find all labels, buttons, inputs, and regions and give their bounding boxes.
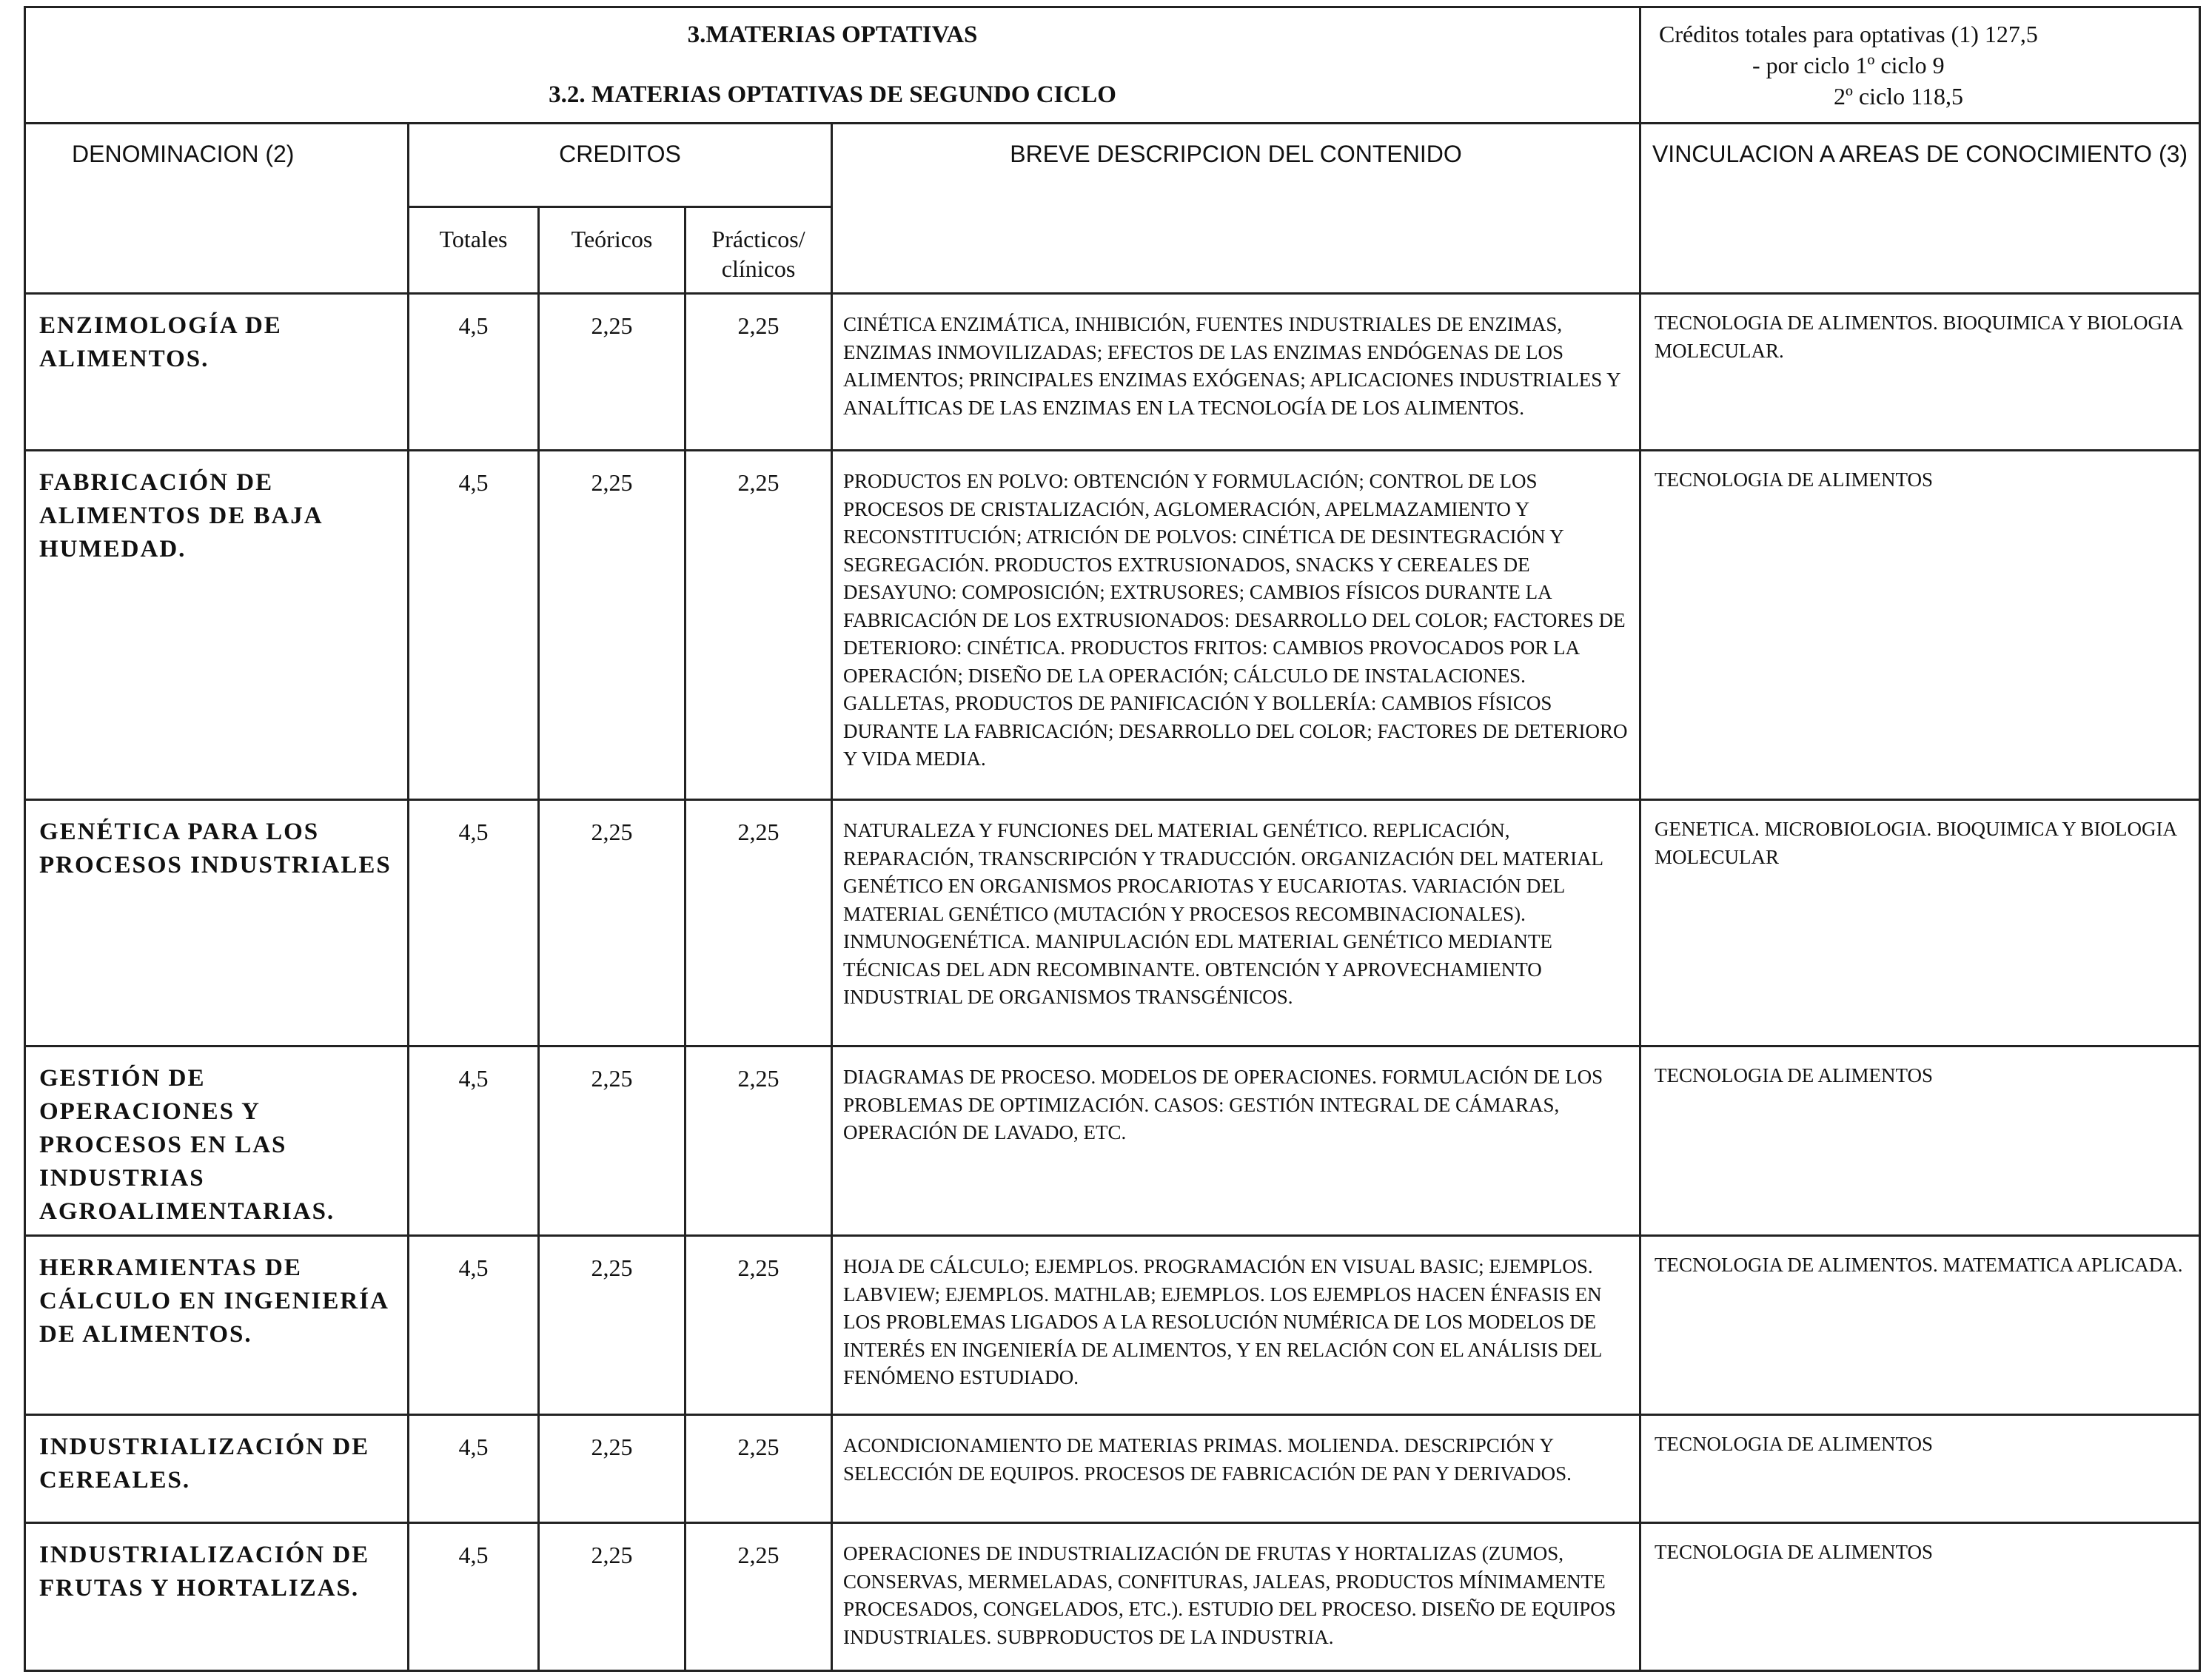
credits-practice: 2,25 bbox=[686, 451, 832, 800]
first-cycle-credits: - por ciclo 1º ciclo 9 bbox=[1752, 52, 1945, 78]
subject-name: GENÉTICA PARA LOS PROCESOS INDUSTRIALES bbox=[25, 800, 409, 1046]
table-row bbox=[25, 451, 2200, 800]
content-description: NATURALEZA Y FUNCIONES DEL MATERIAL GENÉTICO. REPLICACIÓN, REPARACIÓN, TRANSCRIPCIÓN Y TRADUCCIÓN. ORGANIZACIÓN DEL MATERIAL GENÉTICO EN ORGANISMOS PROCARIOTAS Y EUCARIOTAS. VARIACIÓN DEL MATERIAL GENÉTICO (MUTACIÓN Y PROCESOS RECOMBINACIONALES). INMUNOGENÉTICA. MANIPULACIÓN EDL MATERIAL GENÉTICO MEDIANTE TÉCNICAS DEL ADN RECOMBINANTE. OBTENCIÓN Y APROVECHAMIENTO INDUSTRIAL DE ORGANISMOS TRANSGÉNICOS. bbox=[832, 800, 1640, 1046]
content-description: CINÉTICA ENZIMÁTICA, INHIBICIÓN, FUENTES INDUSTRIALES DE ENZIMAS, ENZIMAS INMOVILIZADAS; EFECTOS DE LAS ENZIMAS ENDÓGENAS DE LOS ALIMENTOS; PRINCIPALES ENZIMAS EXÓGENAS; APLICACIONES INDUSTRIALES Y ANALÍTICAS DE LAS ENZIMAS EN LA TECNOLOGÍA DE LOS ALIMENTOS. bbox=[832, 294, 1640, 451]
content-description: OPERACIONES DE INDUSTRIALIZACIÓN DE FRUTAS Y HORTALIZAS (ZUMOS, CONSERVAS, MERMELADAS, CONFITURAS, JALEAS, PRODUCTOS MÍNIMAMENTE PROCESADOS, CONGELADOS, ETC.). ESTUDIO DEL PROCESO. DISEÑO DE EQUIPOS INDUSTRIALES. SUBPRODUCTOS DE LA INDUSTRIA. bbox=[832, 1523, 1640, 1671]
optional-subjects-table bbox=[24, 6, 2201, 1672]
table-row bbox=[25, 1046, 2200, 1236]
second-cycle-credits: 2º ciclo 118,5 bbox=[1834, 83, 1963, 110]
credits-theory: 2,25 bbox=[539, 294, 686, 451]
knowledge-area: TECNOLOGIA DE ALIMENTOS bbox=[1640, 1415, 2200, 1523]
credits-theory: 2,25 bbox=[539, 1415, 686, 1523]
table-row bbox=[25, 1523, 2200, 1671]
total-credits-cell bbox=[1640, 7, 2200, 124]
table-row bbox=[25, 1236, 2200, 1415]
credits-theory: 2,25 bbox=[539, 1236, 686, 1415]
section-subtitle: 3.2. MATERIAS OPTATIVAS DE SEGUNDO CICLO bbox=[549, 81, 1116, 108]
knowledge-area: TECNOLOGIA DE ALIMENTOS bbox=[1640, 451, 2200, 800]
col-totales: Totales bbox=[409, 207, 539, 294]
credits-theory: 2,25 bbox=[539, 1523, 686, 1671]
credits-total: 4,5 bbox=[409, 1046, 539, 1236]
col-vinculacion: VINCULACION A AREAS DE CONOCIMIENTO (3) bbox=[1640, 124, 2200, 294]
table-row bbox=[25, 294, 2200, 451]
col-teoricos: Teóricos bbox=[539, 207, 686, 294]
subject-name: INDUSTRIALIZACIÓN DE FRUTAS Y HORTALIZAS. bbox=[25, 1523, 409, 1671]
col-denominacion: DENOMINACION (2) bbox=[25, 124, 409, 294]
knowledge-area: TECNOLOGIA DE ALIMENTOS. MATEMATICA APLICADA. bbox=[1640, 1236, 2200, 1415]
credits-theory: 2,25 bbox=[539, 451, 686, 800]
credits-practice: 2,25 bbox=[686, 294, 832, 451]
content-description: DIAGRAMAS DE PROCESO. MODELOS DE OPERACIONES. FORMULACIÓN DE LOS PROBLEMAS DE OPTIMIZACIÓN. CASOS: GESTIÓN INTEGRAL DE CÁMARAS, OPERACIÓN DE LAVADO, ETC. bbox=[832, 1046, 1640, 1236]
credits-total: 4,5 bbox=[409, 1523, 539, 1671]
col-creditos: CREDITOS bbox=[409, 124, 832, 207]
subject-name: GESTIÓN DE OPERACIONES Y PROCESOS EN LAS INDUSTRIAS AGROALIMENTARIAS. bbox=[25, 1046, 409, 1236]
col-descripcion: BREVE DESCRIPCION DEL CONTENIDO bbox=[832, 124, 1640, 294]
knowledge-area: GENETICA. MICROBIOLOGIA. BIOQUIMICA Y BIOLOGIA MOLECULAR bbox=[1640, 800, 2200, 1046]
subject-name: INDUSTRIALIZACIÓN DE CEREALES. bbox=[25, 1415, 409, 1523]
credits-theory: 2,25 bbox=[539, 1046, 686, 1236]
credits-practice: 2,25 bbox=[686, 1236, 832, 1415]
subject-name: ENZIMOLOGÍA DE ALIMENTOS. bbox=[25, 294, 409, 451]
credits-total: 4,5 bbox=[409, 294, 539, 451]
credits-theory: 2,25 bbox=[539, 800, 686, 1046]
table-row bbox=[25, 1415, 2200, 1523]
col-practicos: Prácticos/ clínicos bbox=[686, 207, 832, 294]
credits-practice: 2,25 bbox=[686, 1415, 832, 1523]
credits-total: 4,5 bbox=[409, 1236, 539, 1415]
total-credits-text: Créditos totales para optativas (1) 127,5 bbox=[1659, 21, 2038, 47]
table-row bbox=[25, 800, 2200, 1046]
document-sheet bbox=[24, 6, 2199, 1672]
content-description: HOJA DE CÁLCULO; EJEMPLOS. PROGRAMACIÓN EN VISUAL BASIC; EJEMPLOS. LABVIEW; EJEMPLOS. MATHLAB; EJEMPLOS. LOS EJEMPLOS HACEN ÉNFASIS EN LOS PROBLEMAS LIGADOS A LA RESOLUCIÓN NUMÉRICA DE LOS MODELOS DE INTERÉS EN INGENIERÍA DE ALIMENTOS, Y EN RELACIÓN CON EL ANÁLISIS DEL FENÓMENO ESTUDIADO. bbox=[832, 1236, 1640, 1415]
credits-total: 4,5 bbox=[409, 451, 539, 800]
credits-total: 4,5 bbox=[409, 1415, 539, 1523]
column-header-row bbox=[25, 124, 2200, 207]
credits-practice: 2,25 bbox=[686, 1523, 832, 1671]
subject-name: FABRICACIÓN DE ALIMENTOS DE BAJA HUMEDAD. bbox=[25, 451, 409, 800]
section-title-cell bbox=[25, 7, 1640, 124]
credits-total: 4,5 bbox=[409, 800, 539, 1046]
content-description: ACONDICIONAMIENTO DE MATERIAS PRIMAS. MOLIENDA. DESCRIPCIÓN Y SELECCIÓN DE EQUIPOS. PROCESOS DE FABRICACIÓN DE PAN Y DERIVADOS. bbox=[832, 1415, 1640, 1523]
subject-name: HERRAMIENTAS DE CÁLCULO EN INGENIERÍA DE ALIMENTOS. bbox=[25, 1236, 409, 1415]
table-header-row bbox=[25, 7, 2200, 124]
knowledge-area: TECNOLOGIA DE ALIMENTOS bbox=[1640, 1046, 2200, 1236]
credits-practice: 2,25 bbox=[686, 1046, 832, 1236]
knowledge-area: TECNOLOGIA DE ALIMENTOS bbox=[1640, 1523, 2200, 1671]
section-title: 3.MATERIAS OPTATIVAS bbox=[687, 21, 978, 48]
content-description: PRODUCTOS EN POLVO: OBTENCIÓN Y FORMULACIÓN; CONTROL DE LOS PROCESOS DE CRISTALIZACIÓN, AGLOMERACIÓN, APELMAZAMIENTO Y RECONSTITUCIÓN; ATRICIÓN DE POLVOS: CINÉTICA DE DESINTEGRACIÓN Y SEGREGACIÓN. PRODUCTOS EXTRUSIONADOS, SNACKS Y CEREALES DE DESAYUNO: COMPOSICIÓN; EXTRUSORES; CAMBIOS FÍSICOS DURANTE LA FABRICACIÓN DE LOS EXTRUSIONADOS: DESARROLLO DEL COLOR; FACTORES DE DETERIORO: CINÉTICA. PRODUCTOS FRITOS: CAMBIOS PROVOCADOS POR LA OPERACIÓN; DISEÑO DE LA OPERACIÓN; CÁLCULO DE INSTALACIONES. GALLETAS, PRODUCTOS DE PANIFICACIÓN Y BOLLERÍA: CAMBIOS FÍSICOS DURANTE LA FABRICACIÓN; DESARROLLO DEL COLOR; FACTORES DE DETERIORO Y VIDA MEDIA. bbox=[832, 451, 1640, 800]
credits-practice: 2,25 bbox=[686, 800, 832, 1046]
knowledge-area: TECNOLOGIA DE ALIMENTOS. BIOQUIMICA Y BIOLOGIA MOLECULAR. bbox=[1640, 294, 2200, 451]
